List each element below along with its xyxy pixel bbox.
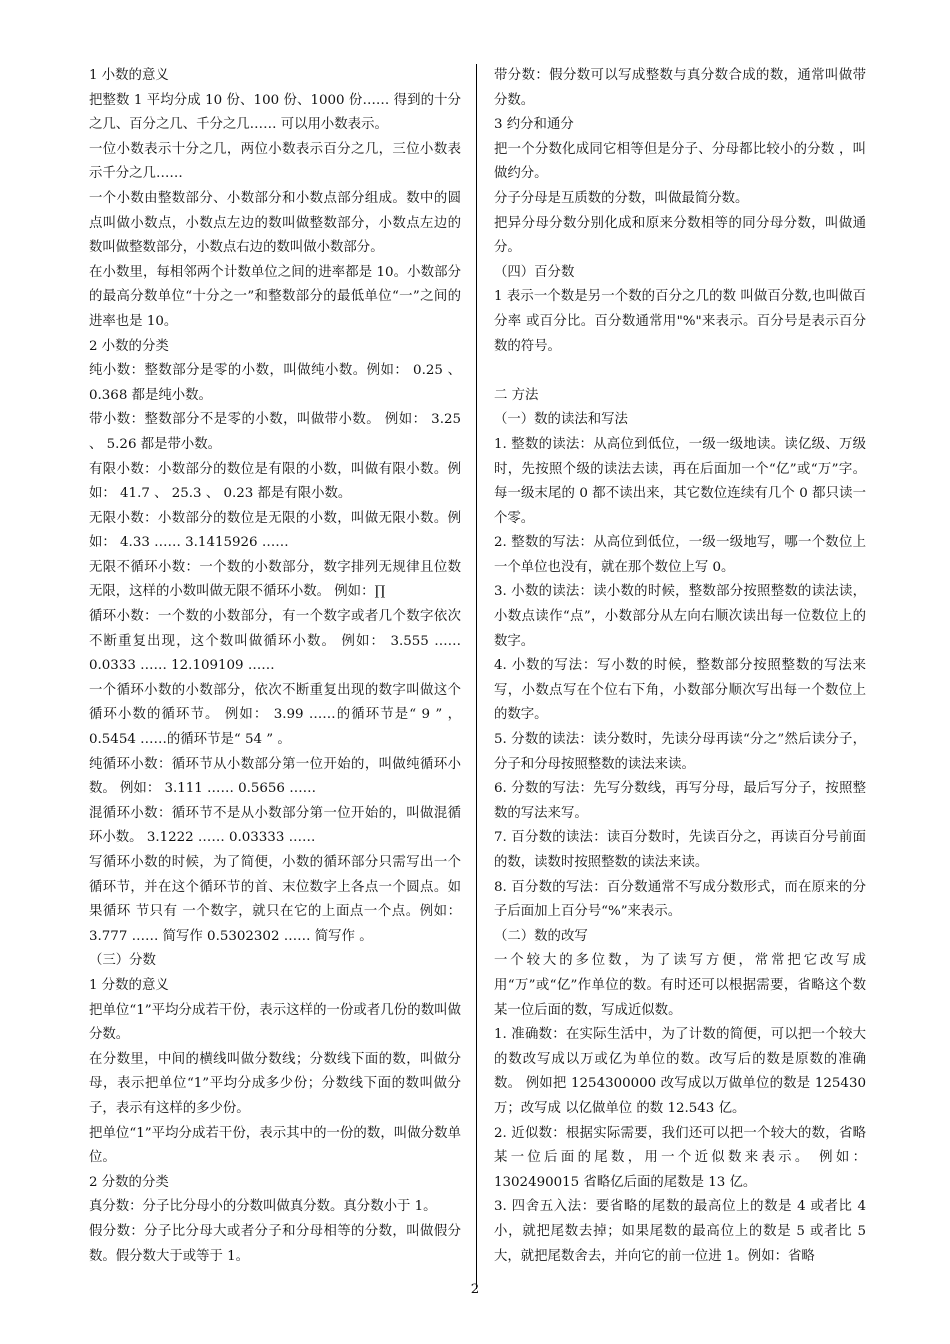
paragraph: 混循环小数：循环节不是从小数部分第一位开始的，叫做混循环小数。 3.1222 …… 0.03333 …… [89,805,461,846]
paragraph: 3. 四舍五入法：要省略的尾数的最高位上的数是 4 或者比 4 小，就把尾数去掉；如果尾数的最高位上的数是 5 或者比 5 大，就把尾数舍去，并向它的前一位进 1。例如：省略 [494,1199,866,1264]
paragraph: 假分数：分子比分母大或者分子和分母相等的分数，叫做假分数。假分数大于或等于 1。 [89,1223,461,1264]
paragraph: 6. 分数的写法：先写分数线，再写分母，最后写分子，按照整数的写法来写。 [494,781,866,821]
paragraph: 7. 百分数的读法：读百分数时，先读百分之，再读百分号前面的数，读数时按照整数的读法来读。 [494,830,866,870]
paragraph: 纯小数：整数部分是零的小数，叫做纯小数。例如： 0.25 、0.368 都是纯小数。 [89,363,461,403]
paragraph: 2. 近似数：根据实际需要，我们还可以把一个较大的数，省略某一位后面的尾数，用一个近似数来表示。 例如：1302490015 省略亿后面的尾数是 13 亿。 [494,1125,866,1190]
paragraph: 4. 小数的写法：写小数的时候，整数部分按照整数的写法来写，小数点写在个位右下角，小数部分顺次写出每一个数位上的数字。 [494,658,866,723]
paragraph: 1. 准确数：在实际生活中，为了计数的简便，可以把一个较大的数改写成以万或亿为单位的数。改写后的数是原数的准确数。 例如把 1254300000 改写成以万做单位的数是 125430 万；改写成 以亿做单位 的数 12.543 亿。 [494,1027,866,1116]
right-column [494,64,866,1269]
paragraph: 在分数里，中间的横线叫做分数线；分数线下面的数，叫做分母，表示把单位“1”平均分成多少份；分数线下面的数叫做分子，表示有这样的多少份。 [89,1051,461,1116]
paragraph: 无限小数：小数部分的数位是无限的小数，叫做无限小数。例如： 4.33 …… 3.1415926 …… [89,510,461,551]
left-column [89,64,461,1269]
paragraph: 在小数里，每相邻两个计数单位之间的进率都是 10。小数部分的最高分数单位“十分之一”和整数部分的最低单位“一”之间的进率也是 10。 [89,264,461,329]
paragraph: （三）分数 [89,953,156,969]
paragraph: 2 分数的分类 [89,1174,169,1190]
paragraph: 一个循环小数的小数部分，依次不断重复出现的数字叫做这个循环小数的循环节。 例如： 3.99 ……的循环节是“ 9 ” ， 0.5454 ……的循环节是“ 54 ” 。 [89,682,461,748]
paragraph: 3. 小数的读法：读小数的时候，整数部分按照整数的读法读，小数点读作“点”，小数部分从左向右顺次读出每一位数位上的数字。 [494,584,866,649]
paragraph: 一个小数由整数部分、小数部分和小数点部分组成。数中的圆点叫做小数点，小数点左边的数叫做整数部分，小数点左边的数叫做整数部分，小数点右边的数叫做小数部分。 [89,190,461,256]
paragraph: 把异分母分数分别化成和原来分数相等的同分母分数，叫做通分。 [494,215,866,256]
paragraph: 1. 整数的读法：从高位到低位，一级一级地读。读亿级、万级时，先按照个级的读法去读，再在后面加一个“亿”或“万”字。每一级末尾的 0 都不读出来，其它数位连续有几个 0 都只读一个零。 [494,436,866,526]
paragraph: 2. 整数的写法：从高位到低位，一级一级地写，哪一个数位上一个单位也没有，就在那个数位上写 0。 [494,535,866,575]
paragraph: 写循环小数的时候，为了简便，小数的循环部分只需写出一个循环节，并在这个循环节的首、末位数字上各点一个圆点。如果循环 节只有 一个数字，就只在它的上面点一个点。例如： 3.777 …… 简写作 0.5302302 …… 简写作 。 [89,855,461,944]
paragraph: 3 约分和通分 [494,117,574,133]
paragraph: 二 方法 [494,387,539,403]
paragraph-spacer [494,359,866,384]
paragraph: 1 表示一个数是另一个数的百分之几的数 叫做百分数,也叫做百分率 或百分比。百分数通常用"%"来表示。百分号是表示百分数的符号。 [494,289,866,354]
paragraph: 8. 百分数的写法：百分数通常不写成分数形式，而在原来的分子后面加上百分号“%”来表示。 [494,879,866,920]
paragraph: 有限小数：小数部分的数位是有限的小数，叫做有限小数。例如： 41.7 、 25.3 、 0.23 都是有限小数。 [89,461,461,502]
paragraph: 1 小数的意义 [89,68,169,83]
paragraph: 5. 分数的读法：读分数时，先读分母再读“分之”然后读分子，分子和分母按照整数的读法来读。 [494,732,866,772]
paragraph: 把一个分数化成同它相等但是分子、分母都比较小的分数 ，叫做约分。 [494,141,866,182]
paragraph: 纯循环小数：循环节从小数部分第一位开始的，叫做纯循环小数。 例如： 3.111 …… 0.5656 …… [89,756,461,797]
paragraph: 循环小数：一个数的小数部分，有一个数字或者几个数字依次不断重复出现，这个数叫做循环小数。 例如： 3.555 …… 0.0333 …… 12.109109 …… [89,609,461,674]
paragraph: （二）数的改写 [494,928,588,944]
paragraph: 把单位“1”平均分成若干份，表示其中的一份的数，叫做分数单位。 [89,1125,461,1166]
paragraph: 1 分数的意义 [89,977,169,993]
paragraph: 带分数：假分数可以写成整数与真分数合成的数，通常叫做带分数。 [494,68,866,108]
paragraph: 一个较大的多位数，为了读写方便，常常把它改写成用“万”或“亿”作单位的数。有时还可以根据需要，省略这个数某一位后面的数，写成近似数。 [494,953,866,1018]
paragraph: 把单位“1”平均分成若干份，表示这样的一份或者几份的数叫做分数。 [89,1002,461,1043]
paragraph: 一位小数表示十分之几，两位小数表示百分之几，三位小数表示千分之几…… [89,141,461,182]
column-divider [476,64,477,1289]
paragraph: 分子分母是互质数的分数，叫做最简分数。 [494,190,749,206]
paragraph: （一）数的读法和写法 [494,412,628,428]
paragraph: 把整数 1 平均分成 10 份、100 份、1000 份…… 得到的十分之几、百分之几、千分之几…… 可以用小数表示。 [89,92,461,133]
paragraph: （四）百分数 [494,264,575,280]
paragraph: 无限不循环小数：一个数的小数部分，数字排列无规律且位数无限，这样的小数叫做无限不循环小数。 例如：∏ [89,559,461,600]
paragraph: 2 小数的分类 [89,338,169,354]
paragraph: 真分数：分子比分母小的分数叫做真分数。真分数小于 1。 [89,1199,437,1215]
page-number: 2 [470,1282,480,1297]
paragraph: 带小数：整数部分不是零的小数，叫做带小数。 例如： 3.25 、 5.26 都是带小数。 [89,412,461,452]
